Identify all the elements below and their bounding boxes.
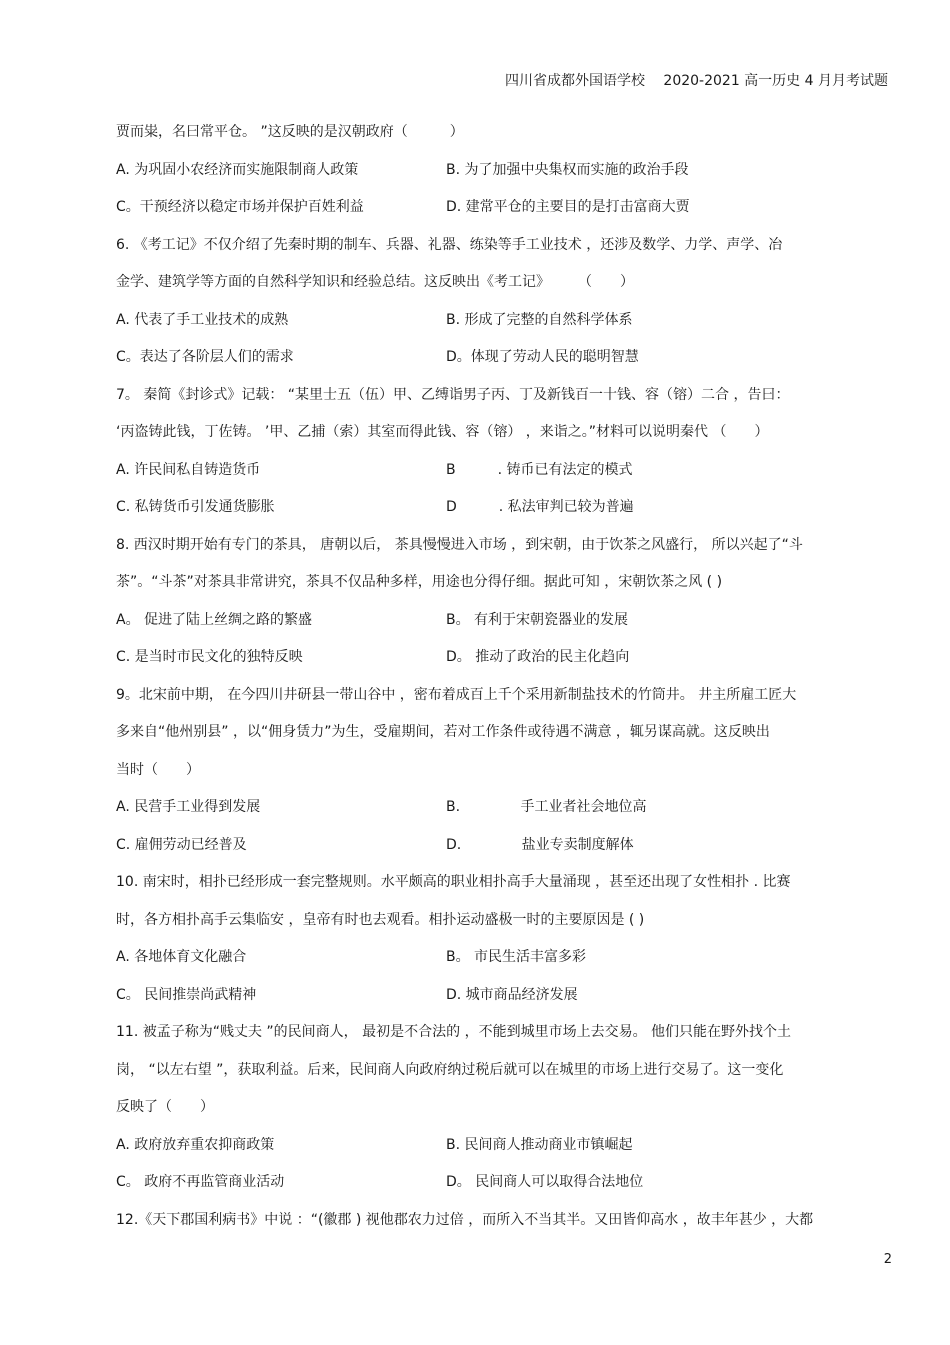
text-line: 金学、建筑学等方面的自然科学知识和经验总结。这反映出《考工记》 （ ） xyxy=(116,274,634,290)
exam-content xyxy=(116,114,896,1239)
question-12: 12.《天下郡国利病书》中说 ：“(徽郡 ) 视他郡农力过倍 ，而所入不当其半。又田皆仰高水 ，故丰年甚少 ，大都 xyxy=(116,1211,814,1228)
option-row xyxy=(116,189,896,227)
option-row xyxy=(116,827,896,865)
option-a: A. 政府放弃重农抑商政策 xyxy=(116,1136,275,1153)
option-a: A. 为巩固小农经济而实施限制商人政策 xyxy=(116,161,359,178)
option-c: C。干预经济以稳定市场并保护百姓利益 xyxy=(116,199,364,215)
text-line: 反映了（ ） xyxy=(116,1099,214,1115)
question-10: 10. 南宋时，相扑已经形成一套完整规则。水平颇高的职业相扑高手大量涌现 ，甚至还出现了女性相扑 . 比赛 xyxy=(116,874,791,890)
option-row xyxy=(116,977,896,1015)
option-d: D。体现了劳动人民的聪明智慧 xyxy=(446,349,639,365)
option-row xyxy=(116,939,896,977)
text-line: 岗， “以左右望 ”，获取利益。后来，民间商人向政府纳过税后就可以在城里的市场上进行交易了。这一变化 xyxy=(116,1061,784,1078)
option-b: B。 市民生活丰富多彩 xyxy=(446,949,587,965)
option-b: B . 铸币已有法定的模式 xyxy=(446,461,633,478)
option-row xyxy=(116,1164,896,1202)
option-row xyxy=(116,339,896,377)
option-row xyxy=(116,639,896,677)
option-row xyxy=(116,1127,896,1165)
text-line: ‘丙盗铸此钱，丁佐铸。 ’甲、乙捕（索）其室而得此钱、容（镕） ，来诣之。”材料可以说明秦代 （ ） xyxy=(116,424,769,440)
text-line: 贾而粜，名曰常平仓。 ”这反映的是汉朝政府（ ） xyxy=(116,124,464,140)
option-c: C。表达了各阶层人们的需求 xyxy=(116,349,294,365)
option-c: C. 是当时市民文化的独特反映 xyxy=(116,649,303,665)
option-row xyxy=(116,789,896,827)
text-line: 茶”。“斗茶”对茶具非常讲究，茶具不仅品种多样，用途也分得仔细。据此可知 ，宋朝饮茶之风 ( ) xyxy=(116,574,723,590)
option-d: D . 私法审判已较为普遍 xyxy=(446,499,634,515)
option-a: A. 许民间私自铸造货币 xyxy=(116,461,261,478)
text-line: 时，各方相扑高手云集临安 ，皇帝有时也去观看。相扑运动盛极一时的主要原因是 ( ) xyxy=(116,911,645,928)
page-header: 四川省成都外国语学校 2020-2021 高一历史 4 月月考试题 xyxy=(504,73,888,89)
option-row xyxy=(116,452,896,490)
page-number: 2 xyxy=(883,1252,892,1267)
option-row xyxy=(116,152,896,190)
text-line: 多来自“他州别县” ，以“佣身赁力”为生，受雇期间，若对工作条件或待遇不满意 ，辄另谋高就。这反映出 xyxy=(116,724,770,740)
option-d: D。 民间商人可以取得合法地位 xyxy=(446,1174,644,1190)
option-a: A. 民营手工业得到发展 xyxy=(116,799,261,815)
option-a: A. 代表了手工业技术的成熟 xyxy=(116,311,289,328)
option-row xyxy=(116,602,896,640)
text-line: 当时（ ） xyxy=(116,761,200,778)
option-row xyxy=(116,302,896,340)
option-b: B. 手工业者社会地位高 xyxy=(446,799,647,815)
question-6: 6. 《考工记》不仅介绍了先秦时期的制车、兵器、礼器、练染等手工业技术 ，还涉及数学、力学、声学、冶 xyxy=(116,236,783,253)
option-d: D. 城市商品经济发展 xyxy=(446,986,578,1003)
option-d: D. 盐业专卖制度解体 xyxy=(446,836,634,853)
option-b: B。 有利于宋朝瓷器业的发展 xyxy=(446,611,629,628)
option-d: D. 建常平仓的主要目的是打击富商大贾 xyxy=(446,199,690,215)
question-8: 8. 西汉时期开始有专门的茶具， 唐朝以后， 茶具慢慢进入市场 ，到宋朝，由于饮茶之风盛行， 所以兴起了“斗 xyxy=(116,536,803,553)
option-c: C。 民间推崇尚武精神 xyxy=(116,986,257,1003)
option-c: C. 私铸货币引发通货膨胀 xyxy=(116,499,275,515)
question-11: 11. 被孟子称为“贱丈夫 ”的民间商人， 最初是不合法的 ，不能到城里市场上去交易。 他们只能在野外找个土 xyxy=(116,1024,792,1040)
option-c: C。 政府不再监管商业活动 xyxy=(116,1174,285,1190)
option-d: D。 推动了政治的民主化趋向 xyxy=(446,649,630,665)
option-b: B. 形成了完整的自然科学体系 xyxy=(446,311,633,328)
option-a: A. 各地体育文化融合 xyxy=(116,949,247,965)
option-a: A。 促进了陆上丝绸之路的繁盛 xyxy=(116,611,313,628)
question-7: 7。 秦简《封诊式》记载： “某里士五（伍）甲、乙缚诣男子丙、丁及新钱百一十钱、容（镕）二合 ，告曰： xyxy=(116,386,790,403)
option-row xyxy=(116,489,896,527)
question-9: 9。北宋前中期， 在今四川井研县一带山谷中 ，密布着成百上千个采用新制盐技术的竹筒井。 井主所雇工匠大 xyxy=(116,686,797,703)
option-c: C. 雇佣劳动已经普及 xyxy=(116,836,247,853)
option-b: B. 为了加强中央集权而实施的政治手段 xyxy=(446,161,689,178)
option-b: B. 民间商人推动商业市镇崛起 xyxy=(446,1136,633,1153)
